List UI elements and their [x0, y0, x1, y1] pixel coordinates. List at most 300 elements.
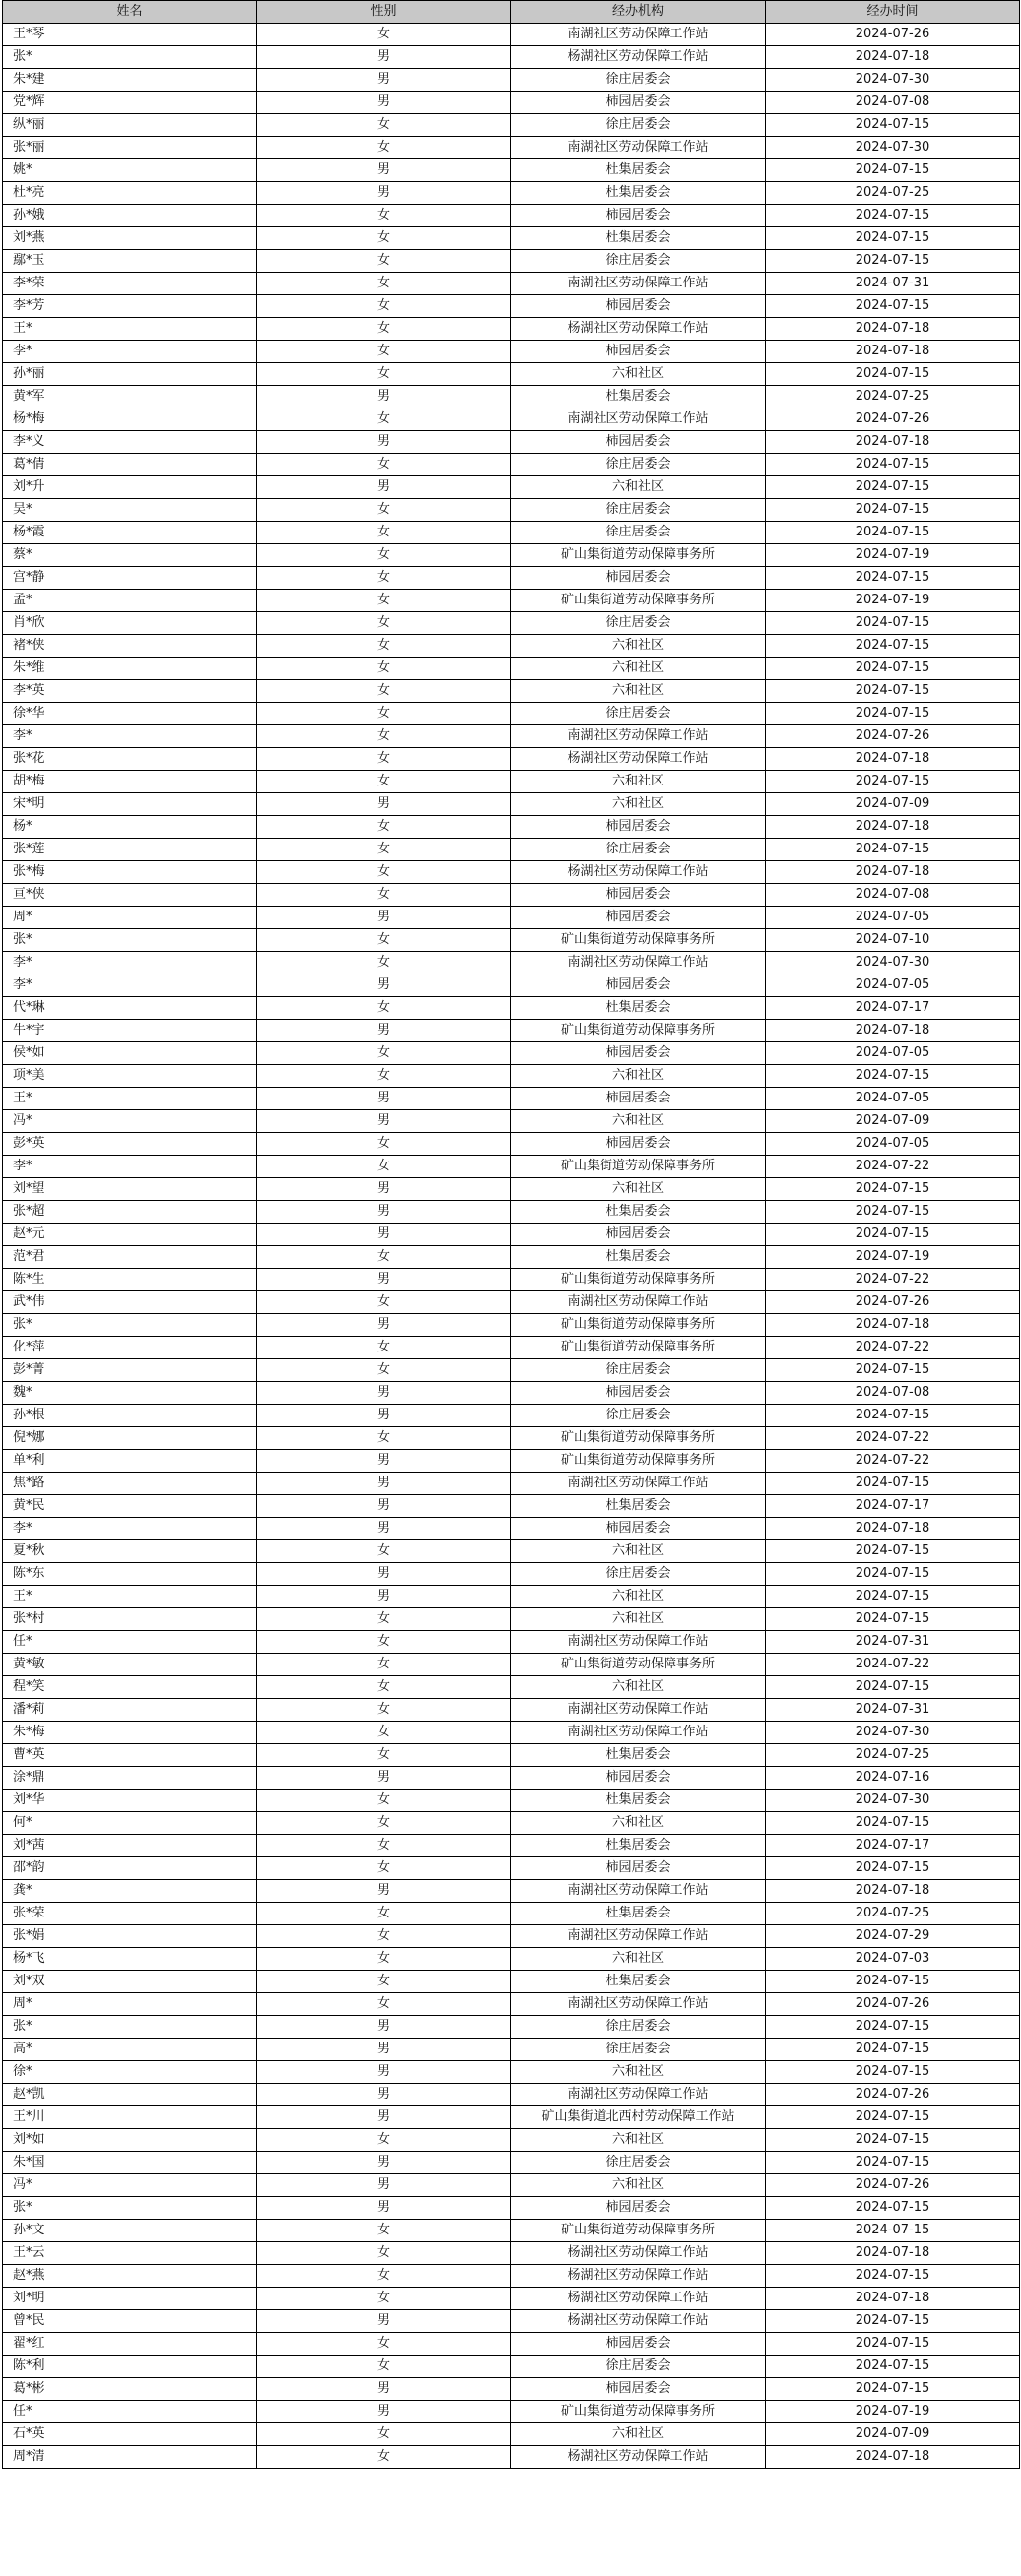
cell-name: 徐*: [3, 2061, 257, 2084]
cell-gender: 女: [257, 771, 511, 793]
cell-agency: 柿园居委会: [511, 1224, 766, 1246]
cell-agency: 矿山集街道劳动保障事务所: [511, 1427, 766, 1450]
cell-gender: 女: [257, 703, 511, 725]
cell-name: 李*英: [3, 680, 257, 703]
cell-agency: 南湖社区劳动保障工作站: [511, 1722, 766, 1744]
cell-date: 2024-07-31: [766, 273, 1020, 295]
cell-gender: 女: [257, 2242, 511, 2265]
cell-name: 杨*梅: [3, 408, 257, 431]
cell-name: 孙*娥: [3, 205, 257, 227]
cell-gender: 女: [257, 658, 511, 680]
cell-gender: 女: [257, 680, 511, 703]
cell-date: 2024-07-26: [766, 1291, 1020, 1314]
cell-name: 石*英: [3, 2423, 257, 2446]
table-row: [3, 974, 1020, 997]
cell-agency: 南湖社区劳动保障工作站: [511, 24, 766, 46]
table-row: [3, 2446, 1020, 2469]
cell-name: 吴*: [3, 499, 257, 522]
cell-date: 2024-07-15: [766, 703, 1020, 725]
cell-name: 张*: [3, 46, 257, 69]
cell-date: 2024-07-15: [766, 227, 1020, 250]
table-row: [3, 1201, 1020, 1224]
cell-agency: 六和社区: [511, 363, 766, 386]
cell-date: 2024-07-15: [766, 1359, 1020, 1382]
cell-agency: 徐庄居委会: [511, 2152, 766, 2174]
cell-name: 李*: [3, 1156, 257, 1178]
table-row: [3, 2401, 1020, 2423]
cell-agency: 杜集居委会: [511, 1495, 766, 1518]
cell-agency: 杨湖社区劳动保障工作站: [511, 2242, 766, 2265]
table-row: [3, 295, 1020, 318]
cell-gender: 男: [257, 1201, 511, 1224]
cell-date: 2024-07-05: [766, 1088, 1020, 1110]
table-row: [3, 46, 1020, 69]
table-row: [3, 1133, 1020, 1156]
cell-date: 2024-07-05: [766, 974, 1020, 997]
cell-date: 2024-07-15: [766, 612, 1020, 635]
cell-date: 2024-07-15: [766, 522, 1020, 544]
cell-name: 刘*华: [3, 1790, 257, 1812]
cell-name: 彭*英: [3, 1133, 257, 1156]
table-row: [3, 499, 1020, 522]
cell-agency: 南湖社区劳动保障工作站: [511, 1631, 766, 1654]
cell-agency: 杜集居委会: [511, 1744, 766, 1767]
cell-agency: 柿园居委会: [511, 431, 766, 454]
table-row: [3, 1790, 1020, 1812]
cell-date: 2024-07-09: [766, 793, 1020, 816]
cell-agency: 杜集居委会: [511, 1790, 766, 1812]
cell-date: 2024-07-15: [766, 205, 1020, 227]
cell-name: 倪*娜: [3, 1427, 257, 1450]
cell-gender: 男: [257, 1382, 511, 1405]
cell-gender: 男: [257, 159, 511, 182]
table-row: [3, 182, 1020, 205]
cell-agency: 杨湖社区劳动保障工作站: [511, 2288, 766, 2310]
cell-agency: 杨湖社区劳动保障工作站: [511, 861, 766, 884]
cell-date: 2024-07-17: [766, 1835, 1020, 1857]
table-row: [3, 725, 1020, 748]
table-row: [3, 861, 1020, 884]
cell-name: 涂*鼎: [3, 1767, 257, 1790]
cell-agency: 六和社区: [511, 1676, 766, 1699]
cell-agency: 杨湖社区劳动保障工作站: [511, 2310, 766, 2333]
cell-agency: 柿园居委会: [511, 1042, 766, 1065]
cell-agency: 六和社区: [511, 771, 766, 793]
cell-name: 任*: [3, 1631, 257, 1654]
cell-date: 2024-07-25: [766, 1744, 1020, 1767]
cell-date: 2024-07-15: [766, 159, 1020, 182]
cell-name: 张*: [3, 2016, 257, 2039]
table-row: [3, 205, 1020, 227]
cell-gender: 女: [257, 590, 511, 612]
cell-gender: 男: [257, 1563, 511, 1586]
cell-date: 2024-07-18: [766, 1020, 1020, 1042]
cell-date: 2024-07-17: [766, 997, 1020, 1020]
cell-date: 2024-07-15: [766, 1473, 1020, 1495]
cell-agency: 矿山集街道劳动保障事务所: [511, 929, 766, 952]
table-row: [3, 635, 1020, 658]
cell-gender: 女: [257, 635, 511, 658]
cell-name: 侯*如: [3, 1042, 257, 1065]
cell-gender: 女: [257, 137, 511, 159]
cell-date: 2024-07-19: [766, 544, 1020, 567]
cell-gender: 女: [257, 1812, 511, 1835]
cell-name: 褚*侠: [3, 635, 257, 658]
cell-name: 曹*英: [3, 1744, 257, 1767]
table-row: [3, 929, 1020, 952]
cell-gender: 女: [257, 2265, 511, 2288]
cell-date: 2024-07-08: [766, 92, 1020, 114]
table-row: [3, 431, 1020, 454]
cell-date: 2024-07-15: [766, 250, 1020, 273]
table-row: [3, 1812, 1020, 1835]
cell-gender: 男: [257, 907, 511, 929]
cell-name: 冯*: [3, 1110, 257, 1133]
cell-gender: 男: [257, 1880, 511, 1903]
table-row: [3, 1405, 1020, 1427]
header-agency: 经办机构: [511, 1, 766, 24]
cell-gender: 女: [257, 2333, 511, 2356]
table-row: [3, 1722, 1020, 1744]
cell-gender: 男: [257, 182, 511, 205]
table-row: [3, 1110, 1020, 1133]
table-row: [3, 1156, 1020, 1178]
cell-date: 2024-07-15: [766, 1608, 1020, 1631]
cell-agency: 六和社区: [511, 793, 766, 816]
cell-name: 宫*静: [3, 567, 257, 590]
cell-gender: 女: [257, 1722, 511, 1744]
cell-name: 张*: [3, 1314, 257, 1337]
cell-agency: 徐庄居委会: [511, 114, 766, 137]
table-row: [3, 1495, 1020, 1518]
cell-agency: 六和社区: [511, 2129, 766, 2152]
cell-agency: 矿山集街道劳动保障事务所: [511, 1314, 766, 1337]
cell-agency: 徐庄居委会: [511, 69, 766, 92]
cell-gender: 女: [257, 1065, 511, 1088]
cell-date: 2024-07-22: [766, 1156, 1020, 1178]
cell-gender: 女: [257, 1790, 511, 1812]
cell-agency: 矿山集街道劳动保障事务所: [511, 1156, 766, 1178]
table-row: [3, 1359, 1020, 1382]
cell-name: 李*: [3, 725, 257, 748]
cell-date: 2024-07-15: [766, 2310, 1020, 2333]
cell-agency: 六和社区: [511, 2174, 766, 2197]
cell-gender: 女: [257, 884, 511, 907]
cell-agency: 南湖社区劳动保障工作站: [511, 1880, 766, 1903]
cell-date: 2024-07-15: [766, 1857, 1020, 1880]
cell-gender: 男: [257, 1473, 511, 1495]
cell-date: 2024-07-15: [766, 499, 1020, 522]
cell-agency: 南湖社区劳动保障工作站: [511, 1291, 766, 1314]
cell-agency: 六和社区: [511, 1812, 766, 1835]
cell-date: 2024-07-15: [766, 2016, 1020, 2039]
cell-name: 张*: [3, 2197, 257, 2220]
cell-name: 李*芳: [3, 295, 257, 318]
table-row: [3, 92, 1020, 114]
cell-agency: 杜集居委会: [511, 227, 766, 250]
cell-gender: 男: [257, 2174, 511, 2197]
table-row: [3, 1903, 1020, 1925]
table-row: [3, 1993, 1020, 2016]
table-row: [3, 771, 1020, 793]
cell-name: 曾*民: [3, 2310, 257, 2333]
cell-gender: 男: [257, 1224, 511, 1246]
cell-gender: 女: [257, 499, 511, 522]
table-row: [3, 1269, 1020, 1291]
cell-date: 2024-07-15: [766, 2265, 1020, 2288]
cell-name: 孙*丽: [3, 363, 257, 386]
cell-date: 2024-07-26: [766, 408, 1020, 431]
cell-name: 刘*如: [3, 2129, 257, 2152]
cell-name: 张*娟: [3, 1925, 257, 1948]
cell-gender: 女: [257, 861, 511, 884]
cell-gender: 女: [257, 1699, 511, 1722]
cell-agency: 南湖社区劳动保障工作站: [511, 408, 766, 431]
table-row: [3, 2039, 1020, 2061]
cell-date: 2024-07-15: [766, 1971, 1020, 1993]
cell-agency: 南湖社区劳动保障工作站: [511, 952, 766, 974]
cell-gender: 男: [257, 476, 511, 499]
table-row: [3, 839, 1020, 861]
cell-gender: 女: [257, 567, 511, 590]
cell-agency: 矿山集街道劳动保障事务所: [511, 1269, 766, 1291]
cell-name: 周*: [3, 907, 257, 929]
table-row: [3, 1608, 1020, 1631]
table-row: [3, 1654, 1020, 1676]
cell-name: 肖*欣: [3, 612, 257, 635]
cell-date: 2024-07-22: [766, 1654, 1020, 1676]
cell-name: 王*琴: [3, 24, 257, 46]
cell-date: 2024-07-15: [766, 1563, 1020, 1586]
table-row: [3, 997, 1020, 1020]
cell-date: 2024-07-15: [766, 2333, 1020, 2356]
cell-gender: 女: [257, 1676, 511, 1699]
table-row: [3, 567, 1020, 590]
cell-name: 魏*: [3, 1382, 257, 1405]
table-row: [3, 363, 1020, 386]
cell-gender: 女: [257, 1540, 511, 1563]
cell-name: 周*: [3, 1993, 257, 2016]
cell-gender: 女: [257, 318, 511, 341]
cell-gender: 女: [257, 408, 511, 431]
cell-date: 2024-07-18: [766, 861, 1020, 884]
table-row: [3, 1020, 1020, 1042]
cell-agency: 六和社区: [511, 635, 766, 658]
cell-agency: 六和社区: [511, 1065, 766, 1088]
cell-gender: 男: [257, 1314, 511, 1337]
table-row: [3, 1224, 1020, 1246]
cell-gender: 男: [257, 2152, 511, 2174]
cell-name: 夏*秋: [3, 1540, 257, 1563]
cell-agency: 矿山集街道劳动保障事务所: [511, 1020, 766, 1042]
cell-name: 亘*侠: [3, 884, 257, 907]
cell-name: 武*伟: [3, 1291, 257, 1314]
cell-gender: 男: [257, 2197, 511, 2220]
cell-agency: 矿山集街道劳动保障事务所: [511, 1654, 766, 1676]
cell-date: 2024-07-08: [766, 1382, 1020, 1405]
table-row: [3, 1042, 1020, 1065]
cell-name: 牛*宇: [3, 1020, 257, 1042]
cell-name: 冯*: [3, 2174, 257, 2197]
cell-date: 2024-07-15: [766, 1676, 1020, 1699]
table-row: [3, 454, 1020, 476]
cell-agency: 柿园居委会: [511, 2197, 766, 2220]
header-gender: 性别: [257, 1, 511, 24]
table-row: [3, 2356, 1020, 2378]
cell-agency: 徐庄居委会: [511, 1405, 766, 1427]
cell-agency: 南湖社区劳动保障工作站: [511, 725, 766, 748]
cell-name: 胡*梅: [3, 771, 257, 793]
header-row: [3, 1, 1020, 24]
table-row: [3, 2242, 1020, 2265]
table-row: [3, 2220, 1020, 2242]
cell-agency: 杨湖社区劳动保障工作站: [511, 46, 766, 69]
cell-name: 朱*国: [3, 2152, 257, 2174]
table-row: [3, 1450, 1020, 1473]
cell-date: 2024-07-15: [766, 1540, 1020, 1563]
table-row: [3, 2333, 1020, 2356]
cell-gender: 男: [257, 1518, 511, 1540]
table-row: [3, 2265, 1020, 2288]
cell-gender: 女: [257, 1857, 511, 1880]
cell-gender: 女: [257, 114, 511, 137]
cell-agency: 矿山集街道劳动保障事务所: [511, 590, 766, 612]
cell-date: 2024-07-15: [766, 1178, 1020, 1201]
cell-name: 李*义: [3, 431, 257, 454]
cell-name: 孙*文: [3, 2220, 257, 2242]
cell-gender: 女: [257, 454, 511, 476]
cell-date: 2024-07-25: [766, 1903, 1020, 1925]
table-row: [3, 1314, 1020, 1337]
cell-gender: 女: [257, 1948, 511, 1971]
cell-date: 2024-07-15: [766, 1405, 1020, 1427]
cell-gender: 女: [257, 2423, 511, 2446]
cell-agency: 杜集居委会: [511, 1971, 766, 1993]
cell-name: 杜*亮: [3, 182, 257, 205]
cell-agency: 杨湖社区劳动保障工作站: [511, 2265, 766, 2288]
cell-agency: 徐庄居委会: [511, 1563, 766, 1586]
cell-gender: 男: [257, 1110, 511, 1133]
cell-agency: 矿山集街道北西村劳动保障工作站: [511, 2106, 766, 2129]
cell-name: 纵*丽: [3, 114, 257, 137]
table-header: [3, 1, 1020, 24]
cell-gender: 女: [257, 250, 511, 273]
cell-gender: 女: [257, 2446, 511, 2469]
cell-gender: 女: [257, 1608, 511, 1631]
cell-gender: 女: [257, 725, 511, 748]
cell-name: 刘*茜: [3, 1835, 257, 1857]
cell-gender: 女: [257, 1993, 511, 2016]
table-row: [3, 1246, 1020, 1269]
cell-date: 2024-07-26: [766, 725, 1020, 748]
cell-date: 2024-07-18: [766, 2242, 1020, 2265]
table-body: [3, 24, 1020, 2469]
cell-name: 王*: [3, 318, 257, 341]
cell-agency: 柿园居委会: [511, 341, 766, 363]
cell-agency: 柿园居委会: [511, 205, 766, 227]
cell-gender: 女: [257, 997, 511, 1020]
cell-date: 2024-07-30: [766, 1722, 1020, 1744]
cell-name: 葛*倩: [3, 454, 257, 476]
table-row: [3, 522, 1020, 544]
cell-name: 刘*望: [3, 1178, 257, 1201]
cell-agency: 南湖社区劳动保障工作站: [511, 137, 766, 159]
cell-date: 2024-07-30: [766, 952, 1020, 974]
cell-agency: 杨湖社区劳动保障工作站: [511, 2446, 766, 2469]
cell-name: 张*村: [3, 1608, 257, 1631]
cell-name: 杨*霞: [3, 522, 257, 544]
cell-date: 2024-07-15: [766, 635, 1020, 658]
table-row: [3, 114, 1020, 137]
cell-date: 2024-07-26: [766, 2174, 1020, 2197]
cell-date: 2024-07-15: [766, 2220, 1020, 2242]
cell-date: 2024-07-26: [766, 24, 1020, 46]
cell-date: 2024-07-15: [766, 114, 1020, 137]
table-row: [3, 2106, 1020, 2129]
table-row: [3, 1631, 1020, 1654]
cell-name: 黄*民: [3, 1495, 257, 1518]
cell-date: 2024-07-15: [766, 2152, 1020, 2174]
cell-date: 2024-07-19: [766, 590, 1020, 612]
cell-name: 张*超: [3, 1201, 257, 1224]
cell-name: 鄢*玉: [3, 250, 257, 273]
cell-gender: 男: [257, 1405, 511, 1427]
table-row: [3, 1925, 1020, 1948]
cell-gender: 男: [257, 2310, 511, 2333]
cell-gender: 女: [257, 2129, 511, 2152]
cell-agency: 柿园居委会: [511, 2333, 766, 2356]
table-row: [3, 1835, 1020, 1857]
cell-gender: 男: [257, 1269, 511, 1291]
cell-gender: 女: [257, 1156, 511, 1178]
cell-date: 2024-07-15: [766, 1065, 1020, 1088]
cell-agency: 徐庄居委会: [511, 499, 766, 522]
cell-agency: 杜集居委会: [511, 182, 766, 205]
cell-date: 2024-07-15: [766, 839, 1020, 861]
table-row: [3, 159, 1020, 182]
table-row: [3, 476, 1020, 499]
cell-agency: 柿园居委会: [511, 1133, 766, 1156]
cell-date: 2024-07-09: [766, 2423, 1020, 2446]
table-row: [3, 2152, 1020, 2174]
cell-agency: 徐庄居委会: [511, 1359, 766, 1382]
cell-agency: 六和社区: [511, 1178, 766, 1201]
cell-gender: 女: [257, 1631, 511, 1654]
table-row: [3, 341, 1020, 363]
cell-agency: 杨湖社区劳动保障工作站: [511, 748, 766, 771]
table-row: [3, 2016, 1020, 2039]
cell-date: 2024-07-15: [766, 1201, 1020, 1224]
cell-name: 王*川: [3, 2106, 257, 2129]
cell-name: 孙*根: [3, 1405, 257, 1427]
cell-agency: 矿山集街道劳动保障事务所: [511, 544, 766, 567]
cell-name: 李*: [3, 974, 257, 997]
cell-date: 2024-07-16: [766, 1767, 1020, 1790]
cell-gender: 女: [257, 1654, 511, 1676]
cell-gender: 男: [257, 386, 511, 408]
table-row: [3, 2197, 1020, 2220]
table-row: [3, 1857, 1020, 1880]
header-name: 姓名: [3, 1, 257, 24]
table-row: [3, 1676, 1020, 1699]
cell-name: 蔡*: [3, 544, 257, 567]
cell-gender: 女: [257, 227, 511, 250]
cell-date: 2024-07-15: [766, 1586, 1020, 1608]
cell-date: 2024-07-09: [766, 1110, 1020, 1133]
cell-gender: 女: [257, 816, 511, 839]
cell-agency: 南湖社区劳动保障工作站: [511, 1473, 766, 1495]
table-row: [3, 1382, 1020, 1405]
